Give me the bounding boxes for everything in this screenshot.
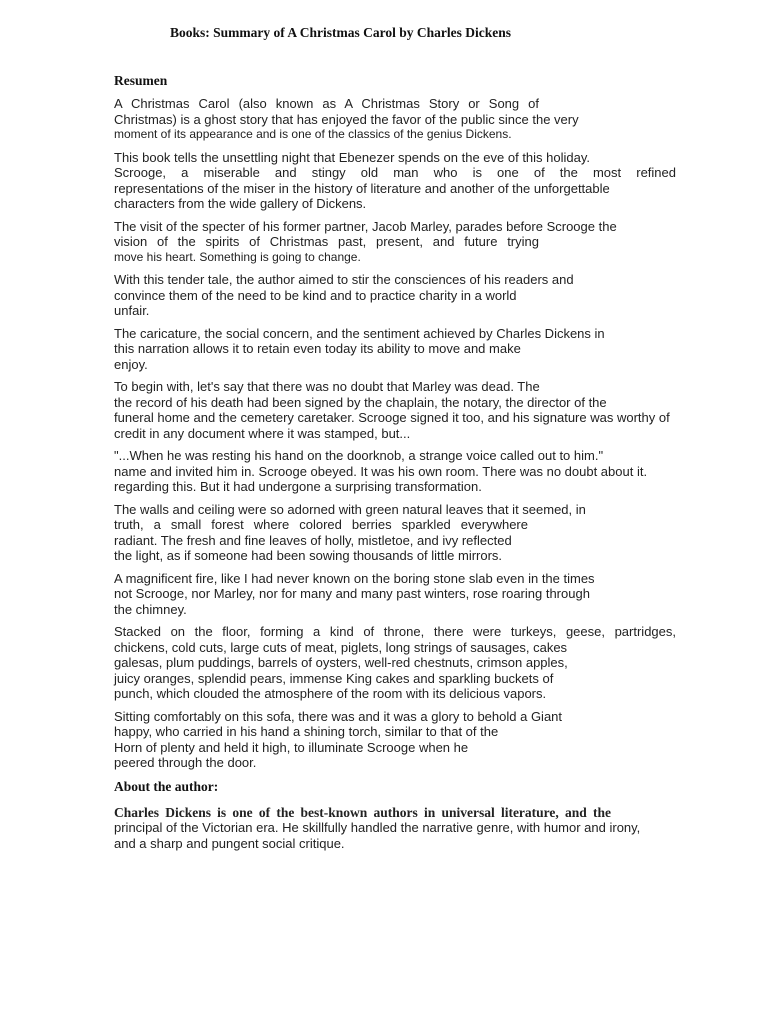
text-line: Christmas) is a ghost story that has enjoyed the favor of the public since the very: [114, 111, 579, 127]
text-line: punch, which clouded the atmosphere of the room with its delicious vapors.: [114, 686, 547, 701]
paragraph: [114, 448, 676, 495]
text-line: unfair.: [114, 303, 150, 318]
document-page: [114, 24, 676, 858]
text-line: Horn of plenty and held it high, to illuminate Scrooge when he: [114, 739, 469, 755]
text-line: A Christmas Carol (also known as A Christmas Story or Song of: [114, 96, 539, 111]
text-line: principal of the Victorian era. He skillfully handled the narrative genre, with humor and irony,: [114, 820, 641, 835]
text-line: funeral home and the cemetery caretaker. Scrooge signed it too, and his signature was worthy of: [114, 410, 670, 425]
document-title: Books: Summary of A Christmas Carol by Charles Dickens: [170, 25, 512, 40]
summary-heading: Resumen: [114, 73, 168, 88]
paragraph: [114, 219, 676, 266]
paragraph: [114, 272, 676, 319]
text-line: Stacked on the floor, forming a kind of throne, there were turkeys, geese, partridges,: [114, 624, 676, 639]
summary-body: [114, 96, 676, 771]
text-line: Charles Dickens is one of the best-known authors in universal literature, and the: [114, 804, 611, 820]
paragraph: [114, 150, 676, 212]
text-line: truth, a small forest where colored berries sparkled everywhere: [114, 517, 528, 532]
paragraph: [114, 379, 676, 441]
text-line: the record of his death had been signed by the chaplain, the notary, the director of the: [114, 394, 607, 410]
paragraph: [114, 326, 676, 373]
text-line: The caricature, the social concern, and the sentiment achieved by Charles Dickens in: [114, 325, 605, 341]
text-line: enjoy.: [114, 356, 148, 372]
about-author-heading: About the author:: [114, 778, 219, 794]
text-line: and a sharp and pungent social critique.: [114, 835, 345, 851]
text-line: representations of the miser in the history of literature and another of the unforgettable: [114, 180, 610, 196]
text-line: this narration allows it to retain even today its ability to move and make: [114, 341, 521, 356]
text-line: name and invited him in. Scrooge obeyed. It was his own room. There was no doubt about it.: [114, 463, 648, 479]
paragraph: [114, 502, 676, 564]
text-line: chickens, cold cuts, large cuts of meat, piglets, long strings of sausages, cakes: [114, 639, 568, 655]
text-line: happy, who carried in his hand a shining torch, similar to that of the: [114, 724, 499, 739]
text-line: not Scrooge, nor Marley, nor for many and many past winters, rose roaring through: [114, 586, 590, 601]
text-line: characters from the wide gallery of Dickens.: [114, 196, 367, 211]
text-line: moment of its appearance and is one of the classics of the genius Dickens.: [114, 127, 512, 141]
paragraph: [114, 571, 676, 618]
text-line: the light, as if someone had been sowing thousands of little mirrors.: [114, 548, 503, 563]
text-line: move his heart. Something is going to change.: [114, 249, 361, 264]
text-line: credit in any document where it was stamped, but...: [114, 425, 411, 441]
text-line: Sitting comfortably on this sofa, there was and it was a glory to behold a Giant: [114, 708, 563, 724]
text-line: the chimney.: [114, 601, 187, 617]
text-line: peered through the door.: [114, 755, 257, 770]
text-line: A magnificent fire, like I had never known on the boring stone slab even in the times: [114, 570, 595, 586]
text-line: This book tells the unsettling night that Ebenezer spends on the eve of this holiday.: [114, 149, 591, 165]
text-line: "...When he was resting his hand on the doorknob, a strange voice called out to him.": [114, 448, 604, 463]
text-line: radiant. The fresh and fine leaves of holly, mistletoe, and ivy reflected: [114, 532, 512, 548]
text-line: Scrooge, a miserable and stingy old man who is one of the most refined: [114, 165, 676, 180]
paragraph: [114, 805, 676, 852]
text-line: With this tender tale, the author aimed to stir the consciences of his readers and: [114, 272, 574, 287]
text-line: convince them of the need to be kind and to practice charity in a world: [114, 287, 517, 303]
paragraph: [114, 624, 676, 702]
paragraph: [114, 96, 676, 143]
text-line: To begin with, let's say that there was no doubt that Marley was dead. The: [114, 379, 540, 394]
paragraph: [114, 709, 676, 771]
text-line: The walls and ceiling were so adorned with green natural leaves that it seemed, in: [114, 501, 586, 517]
text-line: galesas, plum puddings, barrels of oysters, well-red chestnuts, crimson apples,: [114, 655, 568, 670]
text-line: regarding this. But it had undergone a surprising transformation.: [114, 479, 482, 494]
text-line: The visit of the specter of his former partner, Jacob Marley, parades before Scrooge the: [114, 218, 617, 234]
text-line: vision of the spirits of Christmas past, present, and future trying: [114, 234, 539, 249]
about-author-body: [114, 805, 676, 852]
text-line: juicy oranges, splendid pears, immense King cakes and sparkling buckets of: [114, 670, 554, 686]
